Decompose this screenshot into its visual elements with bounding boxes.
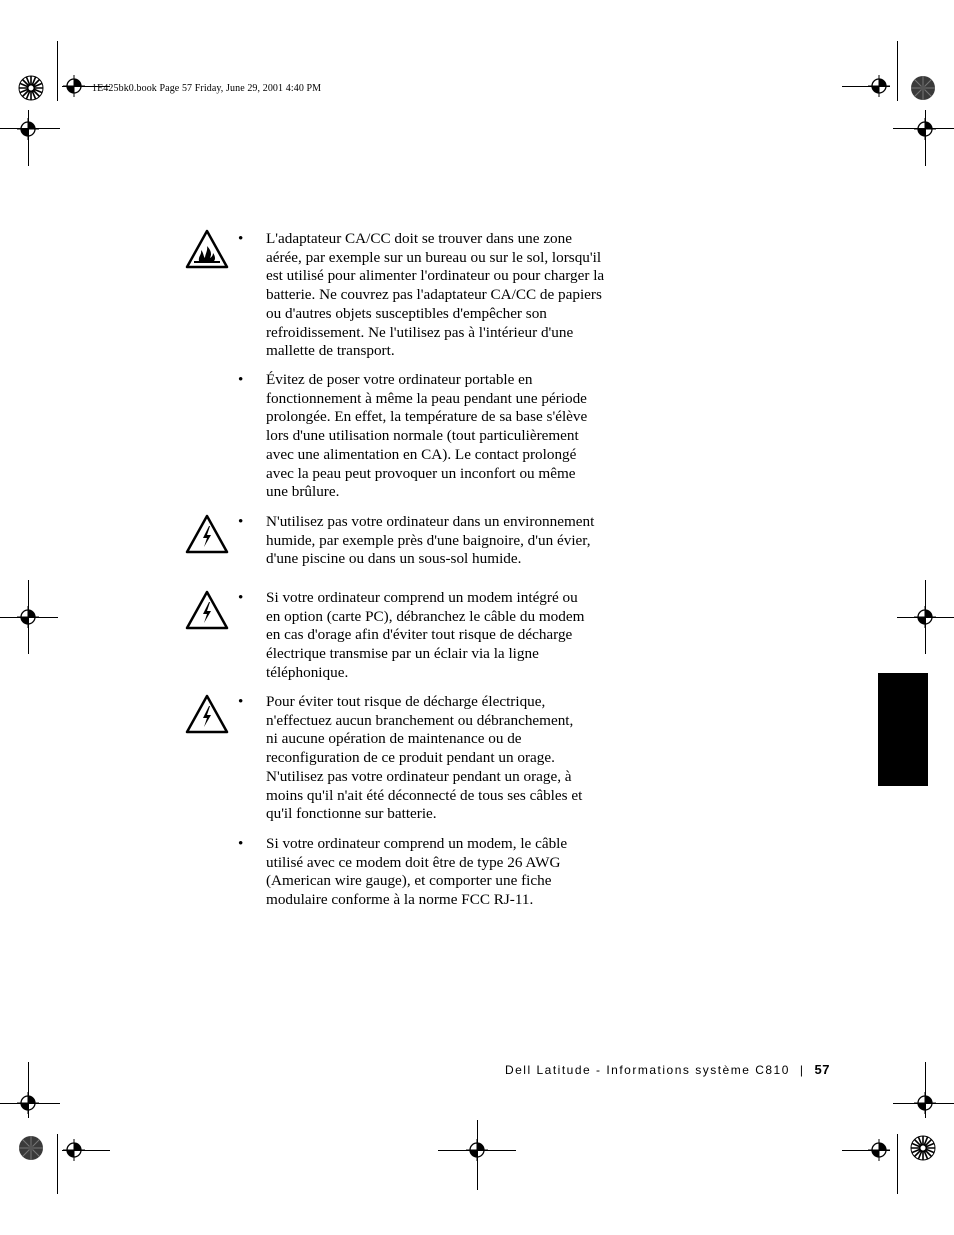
- crop-mark: [897, 41, 898, 101]
- color-wheel-icon: [18, 1135, 44, 1161]
- page-number: 57: [814, 1062, 830, 1077]
- list-item-text: Si votre ordinateur comprend un modem, le câble utilisé avec ce modem doit être de type 26 AWG (American wire gauge), et comporter une fiche modulaire conforme à la norme FCC RJ-11.: [266, 835, 568, 909]
- list-item-text: Si votre ordinateur comprend un modem intégré ou en option (carte PC), débranchez le câble du modem en cas d'orage afin d'éviter tout risque de décharge électrique transmise par un éclair via la ligne téléphonique.: [266, 589, 585, 681]
- registration-mark-icon: [914, 118, 936, 140]
- star-target-icon: [18, 75, 44, 101]
- registration-mark-icon: [868, 75, 890, 97]
- list-item-text: Évitez de poser votre ordinateur portable en fonctionnement à même la peau pendant une période prolongée. En effet, la température de sa base s'élève lors d'une utilisation normale (tout particulièrement avec une alimentation en CA). Le contact prolongé avec la peau peut provoquer un inconfort ou même une brûlure.: [266, 371, 588, 501]
- crop-mark: [897, 1134, 898, 1194]
- electric-shock-warning-icon: [185, 694, 229, 734]
- hot-surface-warning-icon: [185, 229, 229, 269]
- electric-shock-warning-icon: [185, 514, 229, 554]
- bullet: •: [238, 835, 244, 852]
- book-header-slug: 1E425bk0.book Page 57 Friday, June 29, 2001 4:40 PM: [92, 83, 322, 94]
- section-thumb-tab: [878, 673, 928, 786]
- footer-title: Dell Latitude - Informations système C810: [504, 1063, 790, 1077]
- crop-mark: [57, 41, 58, 101]
- registration-mark-icon: [63, 1139, 85, 1161]
- bullet: •: [238, 230, 244, 247]
- registration-mark-icon: [914, 1092, 936, 1114]
- electric-shock-warning-icon: [185, 590, 229, 630]
- registration-mark-icon: [868, 1139, 890, 1161]
- page-footer: [470, 1062, 830, 1077]
- crop-mark: [57, 1134, 58, 1194]
- list-item-text: N'utilisez pas votre ordinateur dans un environnement humide, par exemple près d'une baignoire, d'un évier, d'une piscine ou dans un sous-sol humide.: [266, 513, 595, 568]
- registration-mark-icon: [466, 1139, 488, 1161]
- registration-mark-icon: [63, 75, 85, 97]
- registration-mark-icon: [914, 606, 936, 628]
- registration-mark-icon: [17, 606, 39, 628]
- list-item-text: L'adaptateur CA/CC doit se trouver dans une zone aérée, par exemple sur un bureau ou sur le sol, lorsqu'il est utilisé pour alimenter l'ordinateur ou pour charger la batterie. Ne couvrez pas l'adaptateur CA/CC de papiers ou d'autres objets susceptibles d'empêcher son refroidissement. Ne l'utilisez pas à l'intérieur d'une mallette de transport.: [266, 230, 605, 360]
- color-wheel-icon: [910, 75, 936, 101]
- bullet: •: [238, 589, 244, 606]
- bullet: •: [238, 693, 244, 710]
- bullet: •: [238, 513, 244, 530]
- registration-mark-icon: [17, 1092, 39, 1114]
- star-target-icon: [910, 1135, 936, 1161]
- registration-mark-icon: [17, 118, 39, 140]
- list-item-text: Pour éviter tout risque de décharge électrique, n'effectuez aucun branchement ou débranchement, ni aucune opération de maintenance ou de reconfiguration de ce produit pendant un orage. N'utilisez pas votre ordinateur pendant un orage, à moins qu'il n'ait été déconnecté de tous ses câbles et qu'il fonctionne sur batterie.: [266, 693, 583, 823]
- bullet: •: [238, 371, 244, 388]
- footer-separator: |: [799, 1063, 805, 1077]
